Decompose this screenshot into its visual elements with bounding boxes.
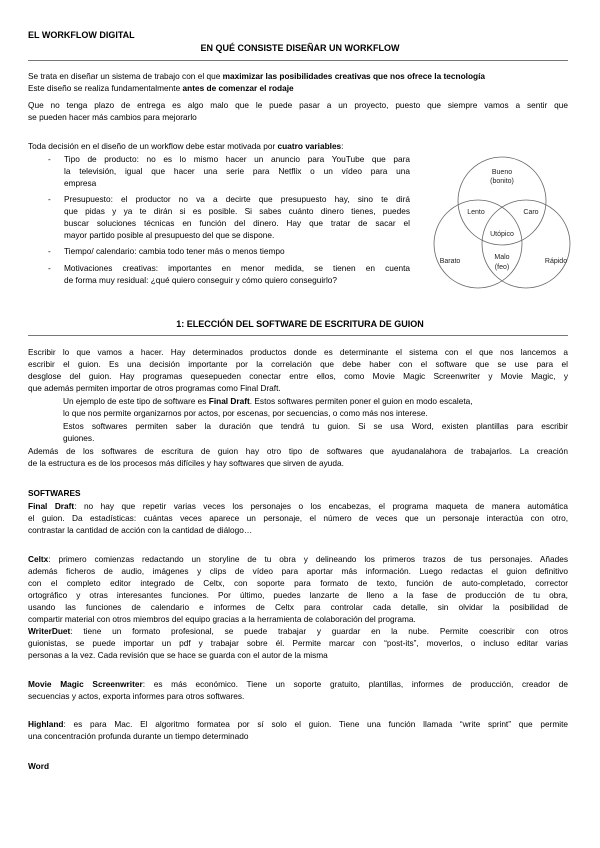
venn-label-barato: Barato	[439, 258, 461, 265]
venn-label-bueno: Bueno	[491, 169, 513, 176]
writerduet-line1: WriterDuet: tiene un formato profesional, se puede trabajar y guardar en la nube. Permite coescribir con otros	[28, 626, 568, 636]
celtx-line6: compartir material con otros miembros del equipo gracias a la herramienta de colaboración del programa.	[28, 614, 416, 624]
celtx-line2: además ficheros de audio, imágenes y clips de vídeo para aportar más información. Luego redactas el guion definitivo	[28, 566, 568, 576]
word-heading: Word	[28, 761, 50, 771]
paragraph-definition: Se trata en diseñar un sistema de trabajo con el que maximizar las posibilidades creativas que nos ofrece la tecnología	[28, 71, 486, 81]
bullet-dash: -	[48, 246, 51, 256]
bullet-dash: -	[48, 263, 51, 273]
section-heading-software: 1: ELECCIÓN DEL SOFTWARE DE ESCRITURA DE GUION	[176, 319, 424, 329]
bullet-tipo-line3: empresa	[64, 178, 97, 188]
highland-line1: Highland: es para Mac. El algoritmo formatea por sí solo el guion. Tiene una función llamada “write sprint” que permite	[28, 719, 568, 729]
celtx-line3: con el completo editor integrado de Celtx, con soporte para formato de texto, función de auto-completado, corrector	[28, 578, 568, 588]
paragraph-deadline-line2: se pueden hacer más cambios para mejorarlo	[28, 112, 197, 122]
bullet-presupuesto-line1: Presupuesto: el productor no va a decirte que presupuesto hay, sino te dirá	[64, 194, 410, 204]
bullet-motivaciones-line1: Motivaciones creativas: importantes en menor medida, se tienen en cuenta	[64, 263, 410, 273]
paragraph-escribir-line3: desglose del guion. Hay programas quesepueden conectar entre ellos, como Movie Magic Screenwriter y Movie Magic, y	[28, 371, 568, 381]
bullet-presupuesto-line2: que pidas y ya te dirán si es posible. Si sabes cuánto dinero tienes, puedes	[64, 206, 410, 216]
final-draft-line2: el guion. Da estadísticas: cuántas veces aparece un personaje, el número de veces que un personaje interactúa con otro,	[28, 513, 568, 523]
document-title: EL WORKFLOW DIGITAL	[28, 30, 135, 40]
celtx-line5: usando las funciones de calendario e informes de Celtx para controlar cada detalle, sin olvidar la posibilidad de	[28, 602, 568, 612]
venn-label-bonito: (bonito)	[490, 178, 514, 185]
softwares-heading: SOFTWARES	[28, 488, 81, 498]
paragraph-ejemplo-line1: Un ejemplo de este tipo de software es Final Draft. Estos softwares permiten poner el guion en modo escaleta,	[63, 396, 473, 406]
venn-label-caro: Caro	[523, 209, 539, 216]
paragraph-escribir-line2: escribir el guion. Es una decisión importante por la correlación que debe haber con el software que se use para el	[28, 359, 568, 369]
paragraph-ademas-line1: Además de los softwares de escritura de guion hay otro tipo de softwares que ayudanalahora de trabajarlos. La creación	[28, 446, 568, 456]
writerduet-line3: personas a la vez. Cada revisión que se hace se guarda con el autor de la misma	[28, 650, 328, 660]
highland-line2: una concentración profunda durante un tiempo determinado	[28, 731, 249, 741]
writerduet-line2: guionistas, se puede importar un pdf y trabajar sobre él. Permite marcar con “post-its”, moverlos, o incluso editar varias	[28, 638, 568, 648]
bullet-presupuesto-line4: mayor partido posible al presupuesto del que se dispone.	[64, 230, 275, 240]
paragraph-timing: Este diseño se realiza fundamentalmente antes de comenzar el rodaje	[28, 83, 294, 93]
bullet-tipo-line1: Tipo de producto: no es lo mismo hacer un anuncio para YouTube que para	[64, 154, 410, 164]
bullet-motivaciones-line2: de forma muy residual: ¿qué quiero conseguir y cómo quiero conseguirlo?	[64, 275, 338, 285]
celtx-line1: Celtx: primero comienzas redactando un storyline de tu obra y delineando los primeros trazos de tus personajes. Añades	[28, 554, 568, 564]
paragraph-ejemplo-line2: lo que nos permite organizarnos por actos, por escenas, por secuencias, o como más nos interese.	[63, 408, 428, 418]
paragraph-escribir-line1: Escribir lo que vamos a hacer. Hay determinados productos donde es determinante el sistema con el que nos lancemos a	[28, 347, 568, 357]
paragraph-deadline-line1: Que no tenga plazo de entrega es algo malo que le puede pasar a un proyecto, puesto que siempre vamos a sentir que	[28, 100, 568, 110]
venn-diagram	[418, 152, 588, 302]
bullet-presupuesto-line3: buscar soluciones técnicas en función del dinero. Hay que tratar de sacar el	[64, 218, 410, 228]
venn-label-feo: (feo)	[494, 264, 510, 271]
bullet-dash: -	[48, 194, 51, 204]
venn-label-malo: Malo	[494, 254, 510, 261]
heading-rule	[28, 60, 568, 61]
bullet-tipo-line2: la televisión, igual que hacer una serie para Netflix o un vídeo para una	[64, 166, 410, 176]
section-heading-workflow: EN QUÉ CONSISTE DISEÑAR UN WORKFLOW	[200, 43, 400, 53]
movie-magic-line2: secuencias y actos, exporta informes para otros softwares.	[28, 691, 245, 701]
paragraph-ademas-line2: de la estructura es de los procesos más difíciles y hay softwares que sirven de ayuda.	[28, 458, 344, 468]
venn-label-lento: Lento	[467, 209, 485, 216]
movie-magic-line1: Movie Magic Screenwriter: es más económico. Tiene un soporte gratuito, plantillas, informes de producción, creador de	[28, 679, 569, 689]
paragraph-variables: Toda decisión en el diseño de un workflow debe estar motivada por cuatro variables:	[28, 141, 344, 151]
bullet-dash: -	[48, 154, 51, 164]
paragraph-escribir-line4: que además permiten importar de otros programas como Final Draft.	[28, 383, 281, 393]
paragraph-duracion-line2: guiones.	[63, 433, 95, 443]
celtx-line4: ortográfico y otras interesantes funciones. Por último, puedes lanzarte de lleno a la fase de producción de tu obra,	[28, 590, 568, 600]
final-draft-line3: contrastar la cantidad de acción con la cantidad de diálogo…	[28, 525, 253, 535]
heading-rule	[28, 335, 568, 336]
bullet-tiempo-line1: Tiempo/ calendario: cambia todo tener más o menos tiempo	[64, 246, 285, 256]
final-draft-line1: Final Draft: no hay que repetir varias veces los personajes o los encabezas, el programa maqueta de manera automática	[28, 501, 568, 511]
venn-label-rapido: Rápido	[544, 258, 568, 265]
venn-label-utopico: Utópico	[490, 231, 514, 238]
paragraph-duracion-line1: Estos softwares permiten saber la duración que tendrá tu guion. Si se usa Word, existen plantillas para escribir	[63, 421, 568, 431]
